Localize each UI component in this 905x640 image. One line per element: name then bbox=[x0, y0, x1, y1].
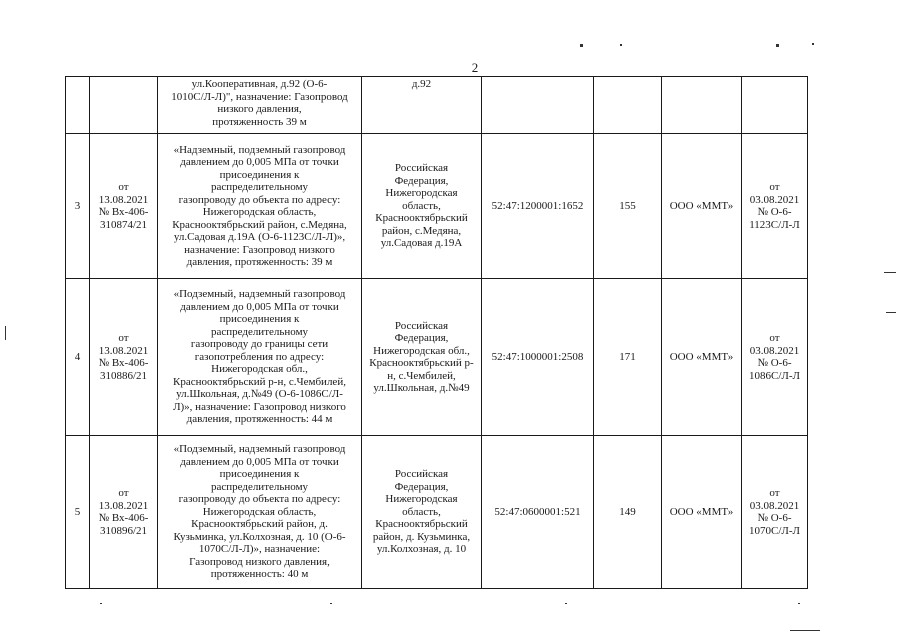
cell-text: 171 bbox=[619, 350, 636, 363]
register-body bbox=[66, 77, 808, 589]
text-line: Краснооктябрьский bbox=[375, 518, 468, 531]
text-line: ул.Школьная, д.№49 (О-6-1086С/Л- bbox=[176, 388, 343, 401]
cell-text: ООО «ММТ» bbox=[669, 505, 734, 518]
text-line: от bbox=[118, 487, 129, 499]
text-line: Российская bbox=[394, 319, 449, 332]
text-line: район, д. Кузьминка, bbox=[372, 530, 471, 543]
organization-cell bbox=[662, 77, 742, 134]
address-cell bbox=[362, 77, 482, 134]
scan-speck bbox=[798, 603, 800, 604]
text-line: Нижегородская область, bbox=[202, 505, 317, 518]
text-line: газопроводу до границы сети bbox=[190, 338, 329, 351]
cell-text: 5 bbox=[74, 505, 81, 518]
request-cell bbox=[90, 436, 158, 589]
text-line: «Надземный, подземный газопровод bbox=[173, 143, 346, 156]
address-cell bbox=[362, 279, 482, 436]
text-line: 03.08.2021 bbox=[749, 193, 800, 206]
text-line: присоединения к bbox=[219, 468, 300, 481]
cell-text: 3 bbox=[74, 199, 81, 212]
table-row bbox=[66, 134, 808, 279]
cadastral-number-cell bbox=[482, 134, 594, 279]
text-line: «Подземный, надземный газопровод bbox=[173, 443, 346, 456]
text-line: Федерация, bbox=[394, 480, 449, 493]
text-line: 1070С/Л-Л)», назначение: bbox=[198, 543, 321, 556]
organization-cell bbox=[662, 134, 742, 279]
text-line: 13.08.2021 bbox=[98, 499, 149, 512]
text-line: 1086С/Л-Л bbox=[749, 369, 800, 382]
text-line: Л)», назначение: Газопровод низкого bbox=[173, 400, 346, 413]
scan-speck bbox=[100, 603, 102, 604]
text-line: 310874/21 bbox=[99, 218, 148, 231]
decision-cell bbox=[742, 279, 808, 436]
text-line: газопроводу до объекта по адресу: bbox=[178, 493, 341, 506]
cell-text: 52:47:1000001:2508 bbox=[491, 350, 584, 363]
text-line: Кузьминка, ул.Колхозная, д. 10 (О-6- bbox=[173, 530, 346, 543]
length-cell bbox=[594, 436, 662, 589]
text-line: 310886/21 bbox=[99, 369, 148, 382]
text-line: № Вх-406- bbox=[98, 512, 149, 524]
text-line: ул.Колхозная, д. 10 bbox=[376, 543, 467, 556]
text-line: д.92 bbox=[411, 78, 432, 90]
register-table bbox=[65, 76, 808, 589]
text-line: протяженность: 40 м bbox=[210, 568, 309, 581]
scan-speck bbox=[790, 630, 820, 631]
organization-cell bbox=[662, 279, 742, 436]
text-line: от bbox=[118, 181, 129, 193]
text-line: 1010С/Л-Л)", назначение: Газопровод bbox=[171, 90, 348, 103]
description-cell bbox=[158, 77, 362, 134]
scan-speck bbox=[620, 44, 622, 46]
text-line: от bbox=[118, 332, 129, 344]
scan-speck bbox=[565, 603, 567, 604]
address-cell bbox=[362, 436, 482, 589]
text-line: Российская bbox=[394, 162, 449, 175]
row-number-cell bbox=[66, 134, 90, 279]
text-line: давлением до 0,005 МПа от точки bbox=[180, 156, 339, 168]
text-line: Краснооктябрьский район, д. bbox=[191, 518, 328, 531]
text-line: присоединения к bbox=[219, 168, 300, 181]
text-line: Нижегородская bbox=[385, 493, 458, 506]
text-line: область, bbox=[402, 199, 441, 212]
description-cell bbox=[158, 279, 362, 436]
decision-cell bbox=[742, 436, 808, 589]
request-cell bbox=[90, 279, 158, 436]
text-line: область, bbox=[402, 505, 441, 518]
text-line: Федерация, bbox=[394, 332, 449, 344]
scan-speck bbox=[580, 44, 583, 47]
scan-speck bbox=[886, 312, 896, 313]
page-number: 2 bbox=[471, 60, 479, 75]
decision-cell bbox=[742, 134, 808, 279]
scan-speck bbox=[812, 43, 814, 45]
cell-text: ООО «ММТ» bbox=[669, 350, 734, 363]
text-line: давления, протяженность: 39 м bbox=[186, 256, 333, 268]
cell-text: ООО «ММТ» bbox=[669, 199, 734, 212]
table-row bbox=[66, 279, 808, 436]
text-line: 310896/21 bbox=[99, 524, 148, 537]
scan-speck bbox=[776, 44, 779, 47]
table-row bbox=[66, 77, 808, 134]
description-cell bbox=[158, 436, 362, 589]
text-line: от bbox=[769, 332, 780, 344]
text-line: Российская bbox=[394, 468, 449, 481]
text-line: 1070С/Л-Л bbox=[749, 524, 800, 537]
text-line: ул.Садовая д.19А (О-6-1123С/Л-Л)», bbox=[173, 231, 346, 243]
length-cell bbox=[594, 279, 662, 436]
text-line: от bbox=[769, 487, 780, 499]
text-line: № Вх-406- bbox=[98, 206, 149, 218]
text-line: Краснооктябрьский bbox=[375, 212, 468, 225]
text-line: Краснооктябрьский р-н, с.Чембилей, bbox=[173, 375, 346, 388]
request-cell bbox=[90, 77, 158, 134]
text-line: присоединения к bbox=[219, 313, 300, 326]
text-line: газопотребления по адресу: bbox=[194, 350, 325, 363]
text-line: от bbox=[769, 181, 780, 193]
text-line: № О-6- bbox=[757, 512, 792, 524]
text-line: давлением до 0,005 МПа от точки bbox=[180, 300, 339, 313]
table-row bbox=[66, 436, 808, 589]
description-cell bbox=[158, 134, 362, 279]
text-line: район, с.Медяна, bbox=[381, 224, 462, 237]
organization-cell bbox=[662, 436, 742, 589]
row-number-cell bbox=[66, 436, 90, 589]
text-line: распределительному bbox=[210, 325, 309, 338]
row-number-cell bbox=[66, 279, 90, 436]
decision-cell bbox=[742, 77, 808, 134]
cadastral-number-cell bbox=[482, 436, 594, 589]
text-line: 13.08.2021 bbox=[98, 344, 149, 357]
text-line: Газопровод низкого давления, bbox=[189, 555, 330, 568]
cell-text: 52:47:1200001:1652 bbox=[491, 199, 584, 212]
cell-text: 149 bbox=[619, 505, 636, 518]
text-line: назначение: Газопровод низкого bbox=[184, 243, 335, 256]
text-line: № О-6- bbox=[757, 357, 792, 369]
text-line: № Вх-406- bbox=[98, 357, 149, 369]
text-line: 03.08.2021 bbox=[749, 499, 800, 512]
text-line: н, с.Чембилей, bbox=[387, 369, 456, 382]
text-line: Нижегородская обл., bbox=[211, 363, 308, 376]
address-cell bbox=[362, 134, 482, 279]
text-line: 03.08.2021 bbox=[749, 344, 800, 357]
length-cell bbox=[594, 77, 662, 134]
text-line: № О-6- bbox=[757, 206, 792, 218]
cadastral-number-cell bbox=[482, 77, 594, 134]
row-number-cell bbox=[66, 77, 90, 134]
cadastral-number-cell bbox=[482, 279, 594, 436]
text-line: низкого давления, bbox=[217, 103, 302, 115]
cell-text: 52:47:0600001:521 bbox=[494, 505, 581, 518]
scan-margin-mark bbox=[5, 326, 6, 340]
text-line: «Подземный, надземный газопровод bbox=[173, 288, 346, 301]
text-line: Краснооктябрьский р- bbox=[369, 357, 474, 369]
scan-speck bbox=[330, 603, 332, 604]
text-line: 13.08.2021 bbox=[98, 193, 149, 206]
text-line: ул.Школьная, д.№49 bbox=[373, 382, 470, 394]
cell-text: 4 bbox=[74, 350, 81, 363]
text-line: распределительному bbox=[210, 181, 309, 193]
text-line: ул.Кооперативная, д.92 (О-6- bbox=[191, 78, 328, 90]
text-line: газопроводу до объекта по адресу: bbox=[178, 193, 341, 206]
text-line: Федерация, bbox=[394, 174, 449, 187]
text-line: давления, протяженность: 44 м bbox=[186, 413, 333, 426]
text-line: распределительному bbox=[210, 480, 309, 493]
length-cell bbox=[594, 134, 662, 279]
cell-text: 155 bbox=[619, 199, 636, 212]
text-line: Нижегородская обл., bbox=[373, 344, 470, 357]
text-line: ул.Садовая д.19А bbox=[380, 237, 463, 250]
text-line: 1123С/Л-Л bbox=[749, 218, 800, 231]
text-line: Краснооктябрьский район, с.Медяна, bbox=[172, 218, 347, 231]
request-cell bbox=[90, 134, 158, 279]
text-line: протяженность 39 м bbox=[212, 115, 307, 128]
text-line: давлением до 0,005 МПа от точки bbox=[180, 455, 339, 468]
text-line: Нижегородская bbox=[385, 187, 458, 200]
text-line: Нижегородская область, bbox=[202, 206, 317, 218]
scan-speck bbox=[884, 272, 896, 273]
